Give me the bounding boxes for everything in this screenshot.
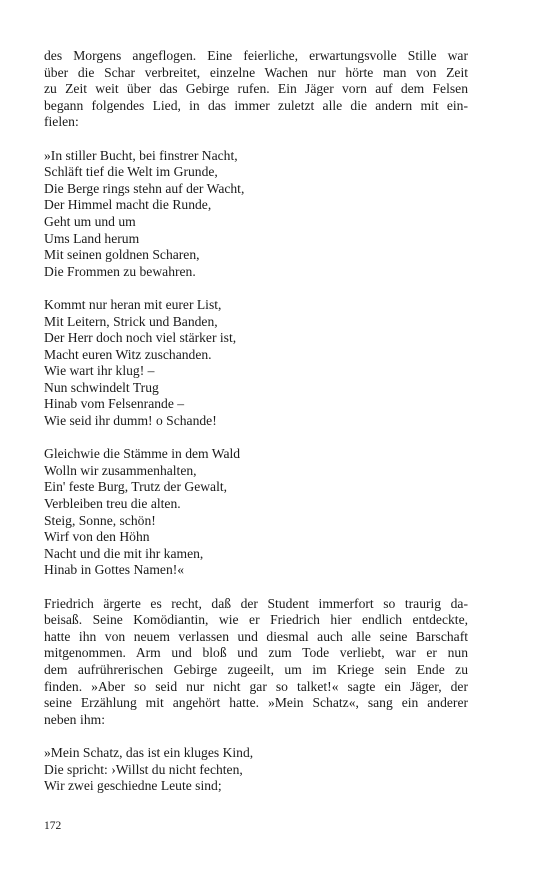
verse-line: Steig, Sonne, schön! [44,512,156,528]
text-line: finden. »Aber so seid nur nicht gar so talket!« sagte ein Jäger, der [44,678,468,694]
verse-line: Der Herr doch noch viel stärker ist, [44,330,237,346]
verse-line: Gleichwie die Stämme in dem Wald [44,446,241,462]
text-line: seine Erzählung mit angehört hatte. »Mein Schatz«, sang ein anderer [44,695,468,711]
song-stanza-3 [44,446,468,579]
song-2-stanza [44,745,468,795]
verse-line: Ums Land herum [44,230,140,246]
verse-line: Wie wart ihr klug! – [44,363,155,379]
verse-line: Die Frommen zu bewahren. [44,263,196,279]
verse-line: »Mein Schatz, das ist ein kluges Kind, [44,744,254,760]
verse-line: Wirf von den Höhn [44,529,150,545]
text-line: des Morgens angeflogen. Eine feierliche, erwartungsvolle Stille war [44,48,468,63]
verse-line: Verbleiben treu die alten. [44,496,181,512]
stanza-gap [44,579,468,596]
verse-line: Hinab in Gottes Namen!« [44,562,185,578]
text-line: mitgenommen. Arm und bloß und zum Tode verliebt, war er nun [44,645,468,661]
text-line: hatte ihn von neuem verlassen und diesmal auch alle seine Barschaft [44,628,468,644]
verse-line: Schläft tief die Welt im Grunde, [44,164,218,180]
text-line: begann folgendes Lied, in das immer zuletzt alle die andern mit ein- [44,97,468,113]
stanza-gap [44,430,468,447]
paragraph-1 [44,48,468,131]
stanza-gap [44,131,468,148]
page-number: 172 [44,820,62,832]
stanza-gap [44,280,468,297]
verse-line: Die Berge rings stehn auf der Wacht, [44,180,245,196]
text-line: über die Schar verbreitet, einzelne Wachen nur hörte man von Zeit [44,64,468,80]
verse-line: Hinab vom Felsenrande – [44,396,185,412]
book-page [44,48,468,795]
verse-line: Mit seinen goldnen Scharen, [44,247,200,263]
stanza-gap [44,728,468,745]
text-line: zu Zeit weit über das Gebirge rufen. Ein Jäger vorn auf dem Felsen [44,81,468,97]
verse-line: Wie seid ihr dumm! o Schande! [44,413,217,429]
text-line: beisaß. Seine Komödiantin, wie er Friedrich hier endlich entdeckte, [44,612,468,628]
verse-line: Macht euren Witz zuschanden. [44,346,212,362]
verse-line: Ein' feste Burg, Trutz der Gewalt, [44,479,228,495]
text-line: fielen: [44,114,79,130]
text-line: Friedrich ärgerte es recht, daß der Student immerfort so traurig da- [44,595,468,611]
verse-line: Kommt nur heran mit eurer List, [44,296,222,312]
verse-line: Nacht und die mit ihr kamen, [44,545,204,561]
verse-line: Geht um und um [44,213,136,229]
verse-line: Wir zwei geschiedne Leute sind; [44,778,222,794]
verse-line: Nun schwindelt Trug [44,379,159,395]
paragraph-2 [44,596,468,729]
verse-line: Der Himmel macht die Runde, [44,197,212,213]
verse-line: Wolln wir zusammenhalten, [44,462,197,478]
text-line: dem aufrührerischen Gebirge zugeeilt, um im Kriege sein Ende zu [44,661,468,677]
song-stanza-1 [44,148,468,281]
verse-line: Die spricht: ›Willst du nicht fechten, [44,761,243,777]
verse-line: »In stiller Bucht, bei finstrer Nacht, [44,147,238,163]
text-line: neben ihm: [44,711,105,727]
song-stanza-2 [44,297,468,430]
verse-line: Mit Leitern, Strick und Banden, [44,313,218,329]
